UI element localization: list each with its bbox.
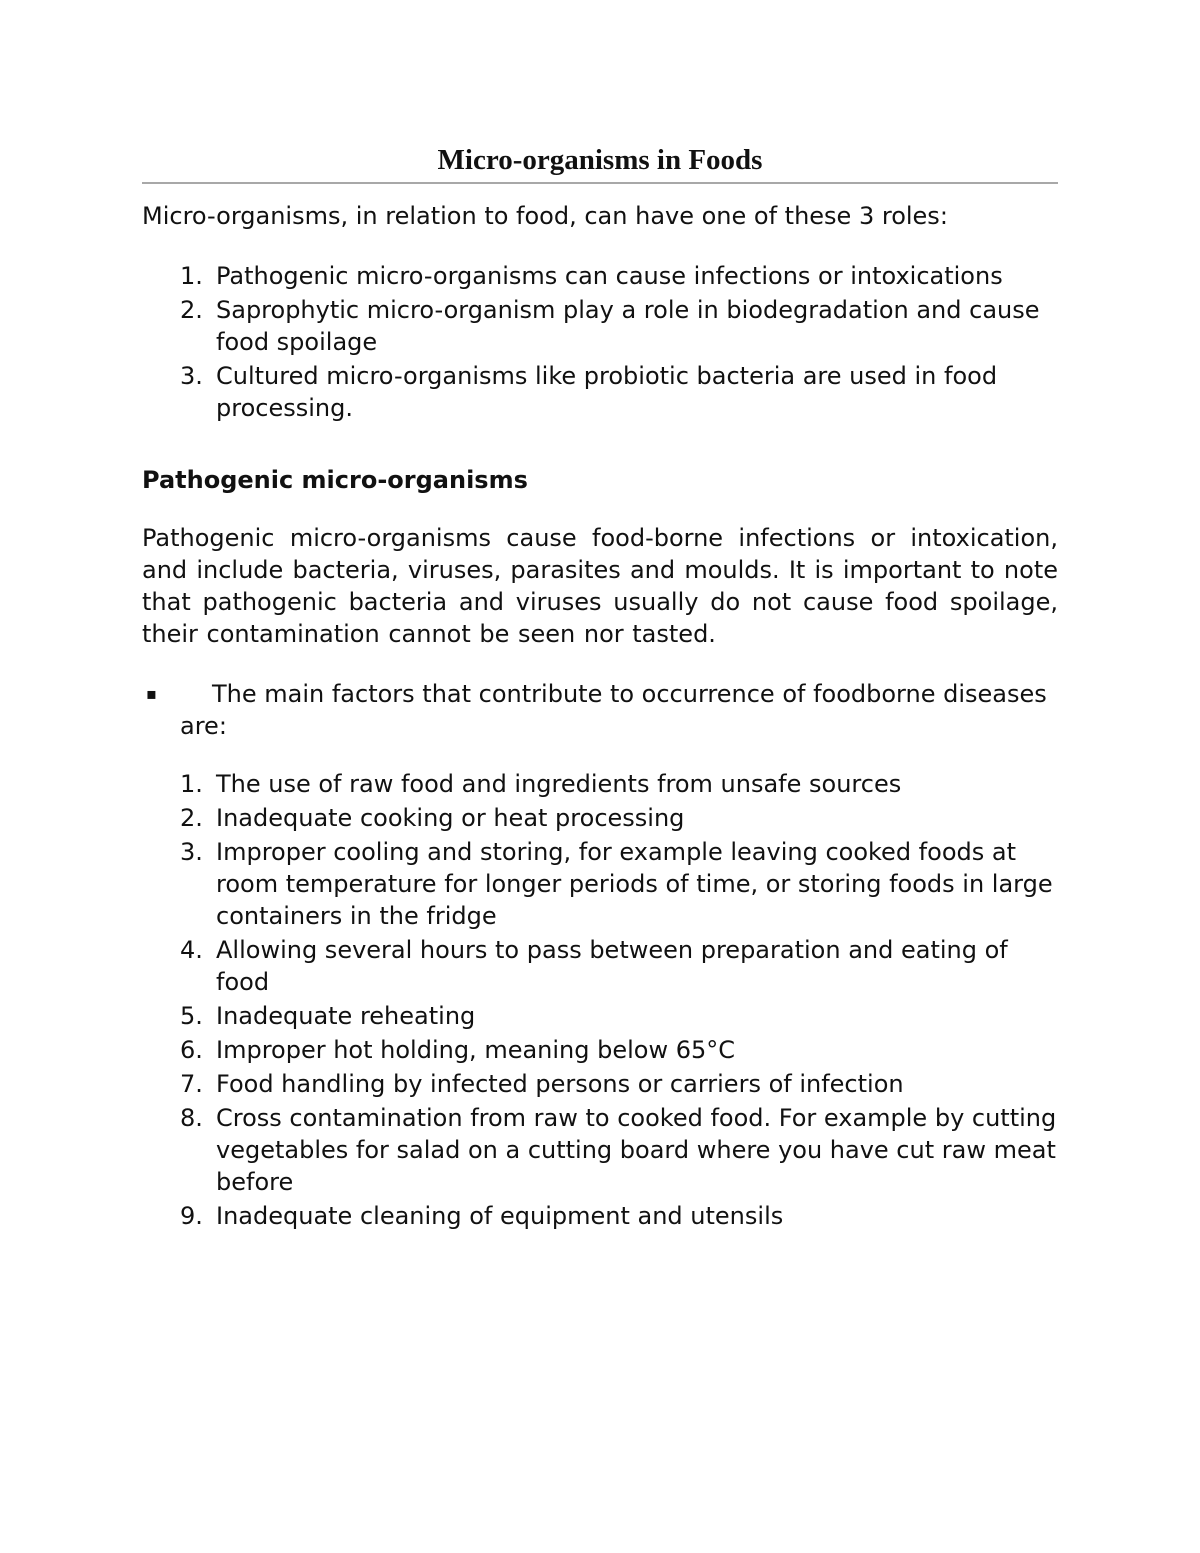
list-item-text: Inadequate reheating [216, 1002, 476, 1030]
list-item [142, 294, 1058, 358]
document-title: Micro-organisms in Foods [142, 138, 1058, 184]
list-item-text: Cross contamination from raw to cooked food. For example by cutting vegetables for salad on a cutting board where you have cut raw meat before [216, 1104, 1057, 1196]
list-number: 3. [180, 362, 203, 390]
list-item-text: The use of raw food and ingredients from unsafe sources [216, 770, 902, 798]
list-item [142, 1102, 1058, 1198]
bullet-item [142, 678, 1058, 742]
list-number: 1. [180, 770, 203, 798]
list-item-text: Saprophytic micro-organism play a role in biodegradation and cause food spoilage [216, 296, 1040, 356]
list-number: 4. [180, 936, 203, 964]
section-heading: Pathogenic micro-organisms [142, 466, 528, 494]
list-item-text: Inadequate cleaning of equipment and utensils [216, 1202, 784, 1230]
section-paragraph: Pathogenic micro-organisms cause food-borne infections or intoxication, and include bacteria, viruses, parasites and moulds. It is important to note that pathogenic bacteria and viruses usually do not cause food spoilage, their contamination cannot be seen nor tasted. [142, 524, 1058, 648]
list-item [142, 1068, 1058, 1100]
list-number: 5. [180, 1002, 203, 1030]
list-item [142, 1000, 1058, 1032]
list-item-text: Inadequate cooking or heat processing [216, 804, 685, 832]
list-number: 7. [180, 1070, 203, 1098]
list-number: 9. [180, 1202, 203, 1230]
list-item [142, 934, 1058, 998]
list-number: 2. [180, 804, 203, 832]
list-item [142, 768, 1058, 800]
list-item [142, 260, 1058, 292]
list-item-text: Cultured micro-organisms like probiotic bacteria are used in food processing. [216, 362, 998, 422]
list-number: 6. [180, 1036, 203, 1064]
list-number: 1. [180, 262, 203, 290]
list-item-text: Food handling by infected persons or carriers of infection [216, 1070, 904, 1098]
list-item [142, 836, 1058, 932]
document-page [142, 138, 1058, 1234]
list-number: 8. [180, 1104, 203, 1132]
bullet-text: The main factors that contribute to occurrence of foodborne diseases are: [180, 680, 1047, 740]
list-number: 2. [180, 296, 203, 324]
list-number: 3. [180, 838, 203, 866]
list-item [142, 1034, 1058, 1066]
list-item-text: Improper cooling and storing, for example leaving cooked foods at room temperature for longer periods of time, or storing foods in large containers in the fridge [216, 838, 1053, 930]
list-item-text: Pathogenic micro-organisms can cause infections or intoxications [216, 262, 1003, 290]
list-item-text: Improper hot holding, meaning below 65°C [216, 1036, 736, 1064]
factors-list [142, 768, 1058, 1232]
list-item [142, 360, 1058, 424]
list-item [142, 802, 1058, 834]
list-item [142, 1200, 1058, 1232]
roles-list [142, 260, 1058, 424]
square-bullet-icon: ▪ [146, 684, 157, 703]
intro-paragraph: Micro-organisms, in relation to food, can have one of these 3 roles: [142, 202, 948, 230]
list-item-text: Allowing several hours to pass between preparation and eating of food [216, 936, 1008, 996]
